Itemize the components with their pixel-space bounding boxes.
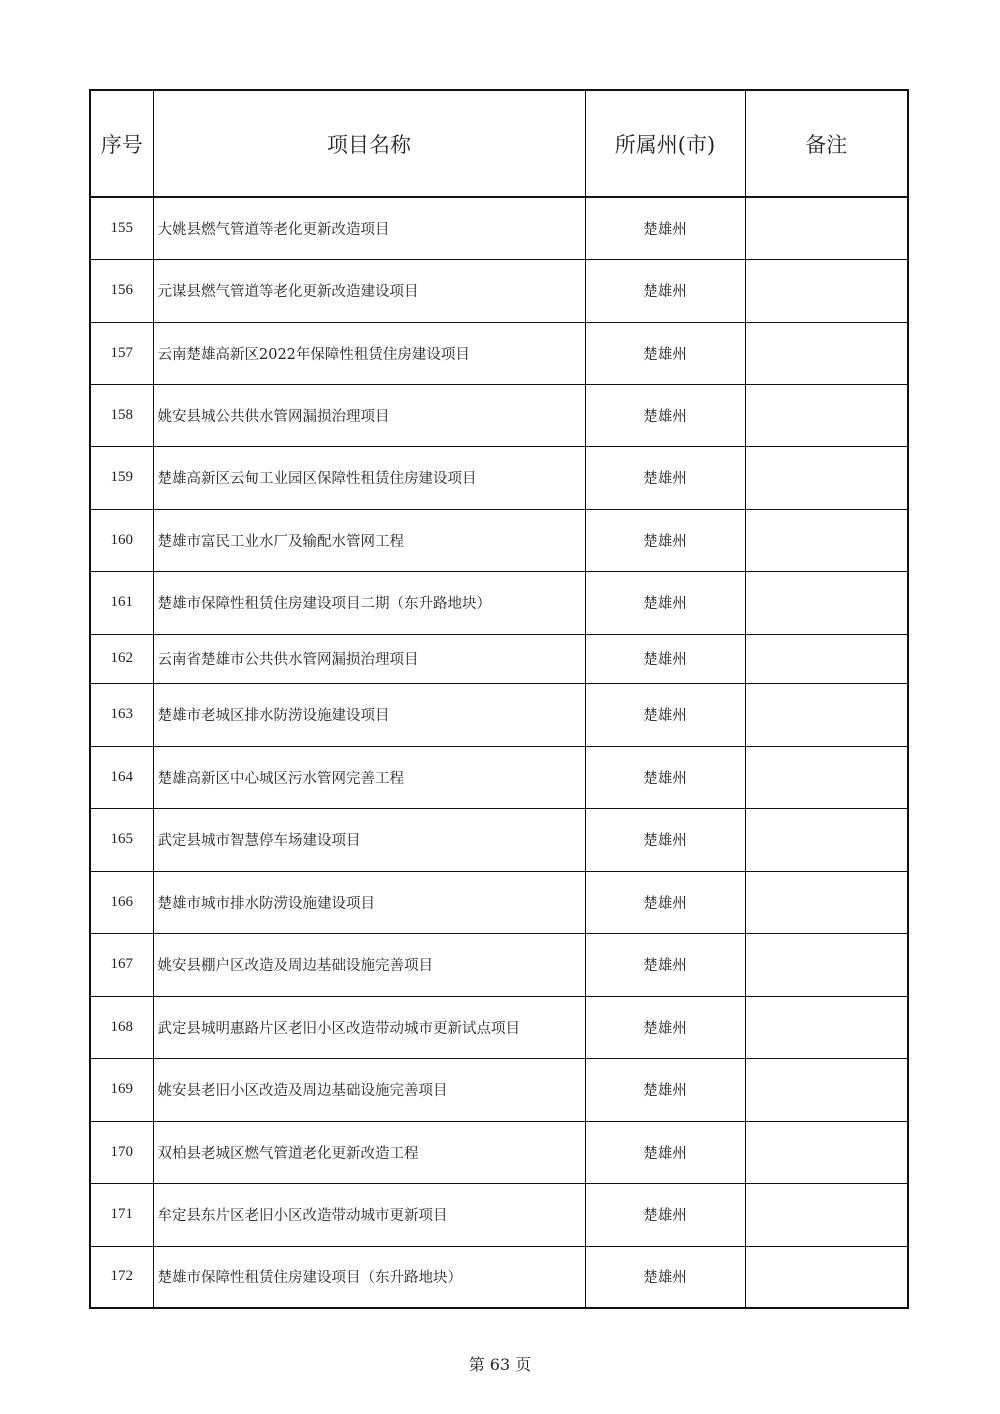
header-row <box>90 90 908 197</box>
row-note <box>745 933 908 996</box>
row-note <box>745 1183 908 1246</box>
row-region: 楚雄州 <box>585 571 745 634</box>
row-region: 楚雄州 <box>585 871 745 933</box>
row-project-name: 楚雄市保障性租赁住房建设项目二期（东升路地块） <box>153 571 585 634</box>
row-project-name: 楚雄市老城区排水防涝设施建设项目 <box>153 683 585 746</box>
row-project-name: 楚雄市保障性租赁住房建设项目（东升路地块） <box>153 1246 585 1308</box>
row-note <box>745 683 908 746</box>
project-table <box>89 89 909 1309</box>
row-project-name: 大姚县燃气管道等老化更新改造项目 <box>153 197 585 259</box>
row-region: 楚雄州 <box>585 1246 745 1308</box>
table-row <box>90 446 908 509</box>
row-note <box>745 871 908 933</box>
row-project-name: 云南楚雄高新区2022年保障性租赁住房建设项目 <box>153 322 585 384</box>
row-serial-number: 172 <box>90 1246 153 1308</box>
row-region: 楚雄州 <box>585 446 745 509</box>
row-project-name: 云南省楚雄市公共供水管网漏损治理项目 <box>153 634 585 683</box>
row-region: 楚雄州 <box>585 933 745 996</box>
row-note <box>745 571 908 634</box>
row-project-name: 姚安县城公共供水管网漏损治理项目 <box>153 384 585 446</box>
row-region: 楚雄州 <box>585 1121 745 1183</box>
table-row <box>90 871 908 933</box>
table-header <box>90 90 908 197</box>
row-serial-number: 163 <box>90 683 153 746</box>
table-row <box>90 509 908 571</box>
header-serial-number: 序号 <box>90 90 153 197</box>
row-serial-number: 156 <box>90 259 153 322</box>
row-serial-number: 158 <box>90 384 153 446</box>
table-row <box>90 808 908 871</box>
row-serial-number: 160 <box>90 509 153 571</box>
header-note: 备注 <box>745 90 908 197</box>
row-project-name: 姚安县棚户区改造及周边基础设施完善项目 <box>153 933 585 996</box>
page-number: 第 63 页 <box>468 1355 532 1374</box>
row-serial-number: 168 <box>90 996 153 1058</box>
row-note <box>745 446 908 509</box>
row-note <box>745 384 908 446</box>
row-serial-number: 157 <box>90 322 153 384</box>
row-region: 楚雄州 <box>585 746 745 808</box>
row-region: 楚雄州 <box>585 1058 745 1121</box>
row-project-name: 楚雄高新区中心城区污水管网完善工程 <box>153 746 585 808</box>
row-note <box>745 634 908 683</box>
row-project-name: 牟定县东片区老旧小区改造带动城市更新项目 <box>153 1183 585 1246</box>
row-serial-number: 164 <box>90 746 153 808</box>
table-row <box>90 683 908 746</box>
row-region: 楚雄州 <box>585 1183 745 1246</box>
table-row <box>90 746 908 808</box>
row-project-name: 楚雄市城市排水防涝设施建设项目 <box>153 871 585 933</box>
row-project-name: 武定县城市智慧停车场建设项目 <box>153 808 585 871</box>
row-region: 楚雄州 <box>585 259 745 322</box>
row-project-name: 楚雄高新区云甸工业园区保障性租赁住房建设项目 <box>153 446 585 509</box>
row-region: 楚雄州 <box>585 197 745 259</box>
table-row <box>90 197 908 259</box>
row-note <box>745 259 908 322</box>
row-note <box>745 509 908 571</box>
row-serial-number: 166 <box>90 871 153 933</box>
row-note <box>745 322 908 384</box>
table-row <box>90 634 908 683</box>
table-body <box>90 197 908 1308</box>
row-region: 楚雄州 <box>585 384 745 446</box>
row-region: 楚雄州 <box>585 322 745 384</box>
row-serial-number: 169 <box>90 1058 153 1121</box>
table-row <box>90 1121 908 1183</box>
row-note <box>745 996 908 1058</box>
table-row <box>90 1058 908 1121</box>
row-project-name: 楚雄市富民工业水厂及输配水管网工程 <box>153 509 585 571</box>
row-serial-number: 170 <box>90 1121 153 1183</box>
table-row <box>90 1183 908 1246</box>
table-row <box>90 1246 908 1308</box>
header-region: 所属州(市) <box>585 90 745 197</box>
row-region: 楚雄州 <box>585 509 745 571</box>
row-note <box>745 808 908 871</box>
row-note <box>745 197 908 259</box>
row-note <box>745 1121 908 1183</box>
table-row <box>90 384 908 446</box>
row-project-name: 姚安县老旧小区改造及周边基础设施完善项目 <box>153 1058 585 1121</box>
row-serial-number: 159 <box>90 446 153 509</box>
row-note <box>745 1058 908 1121</box>
row-region: 楚雄州 <box>585 683 745 746</box>
row-region: 楚雄州 <box>585 808 745 871</box>
table-row <box>90 933 908 996</box>
table-row <box>90 571 908 634</box>
row-serial-number: 162 <box>90 634 153 683</box>
row-project-name: 武定县城明惠路片区老旧小区改造带动城市更新试点项目 <box>153 996 585 1058</box>
row-serial-number: 171 <box>90 1183 153 1246</box>
row-serial-number: 165 <box>90 808 153 871</box>
table-row <box>90 322 908 384</box>
row-note <box>745 1246 908 1308</box>
row-region: 楚雄州 <box>585 996 745 1058</box>
row-note <box>745 746 908 808</box>
table-row <box>90 996 908 1058</box>
table-row <box>90 259 908 322</box>
row-region: 楚雄州 <box>585 634 745 683</box>
row-serial-number: 161 <box>90 571 153 634</box>
row-project-name: 双柏县老城区燃气管道老化更新改造工程 <box>153 1121 585 1183</box>
header-project-name: 项目名称 <box>153 90 585 197</box>
row-serial-number: 167 <box>90 933 153 996</box>
row-project-name: 元谋县燃气管道等老化更新改造建设项目 <box>153 259 585 322</box>
row-serial-number: 155 <box>90 197 153 259</box>
